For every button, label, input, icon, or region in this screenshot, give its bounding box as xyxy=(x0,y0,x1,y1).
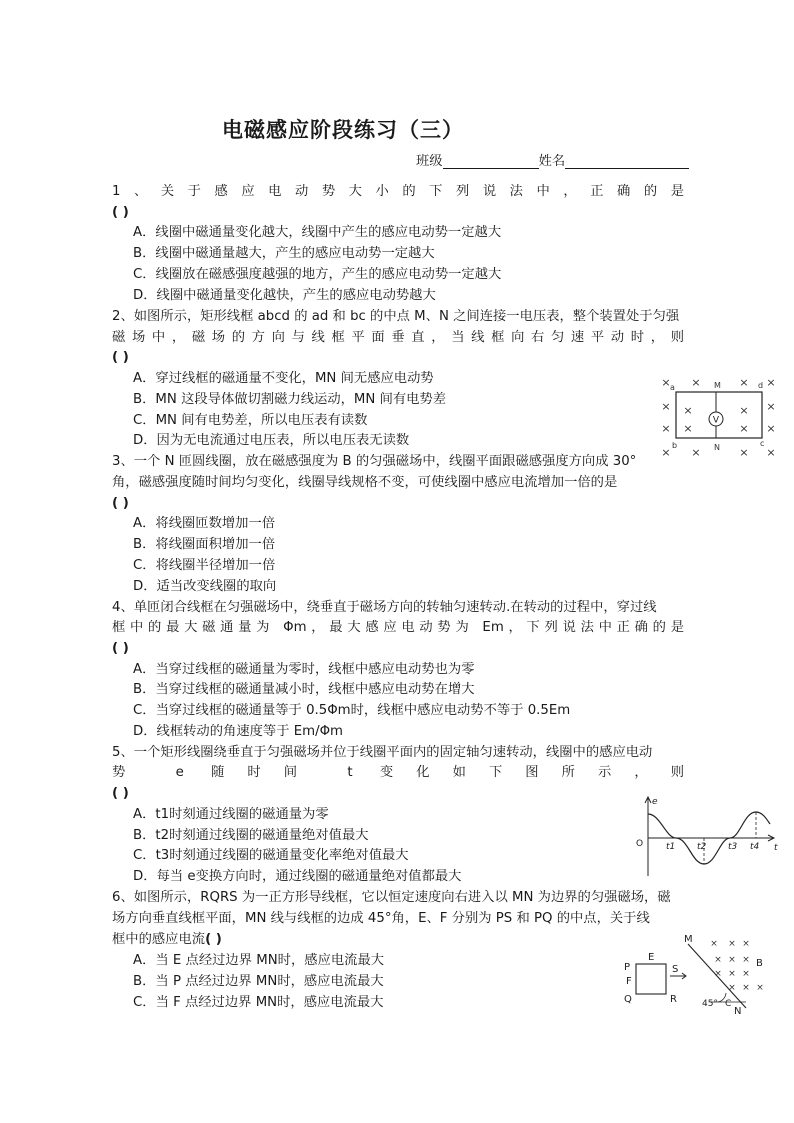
field-cross: × xyxy=(728,969,736,979)
page-title: 电磁感应阶段练习（三） xyxy=(222,118,464,142)
point-n: N xyxy=(714,443,720,452)
question-1-option-c: C．线圈放在磁感强度越强的地方，产生的感应电动势一定越大 xyxy=(133,267,502,282)
label-n: N xyxy=(734,1006,742,1016)
label-p: P xyxy=(624,962,631,973)
field-cross: × xyxy=(742,969,750,979)
field-cross: × xyxy=(714,969,722,979)
question-5-stem-line-2: 势 e 随时间 t 变化如下图所示，则 xyxy=(112,765,684,780)
question-4-option-b: B．当穿过线框的磁通量减小时，线框中感应电动势在增大 xyxy=(133,682,475,697)
class-name-line xyxy=(416,150,689,169)
question-3-stem-line-1: 3、一个 N 匝圆线圈，放在磁感强度为 B 的匀强磁场中，线圈平面跟磁感强度方向成 30° xyxy=(112,454,637,469)
corner-c: c xyxy=(760,439,765,448)
question-3-option-d: D．适当改变线圈的取向 xyxy=(133,579,277,594)
field-cross: × xyxy=(728,939,736,949)
field-cross: × xyxy=(661,446,671,458)
label-e: E xyxy=(648,952,655,963)
question-4-stem-line-1: 4、单匝闭合线框在匀强磁场中，绕垂直于磁场方向的转轴匀速转动.在转动的过程中，穿过线 xyxy=(112,600,657,615)
t3-label: t3 xyxy=(728,842,738,852)
question-6-option-b: B．当 P 点经过边界 MN时，感应电流最大 xyxy=(133,974,384,989)
question-6-figure xyxy=(614,932,774,1016)
question-1-option-a: A．线圈中磁通量变化越大，线圈中产生的感应电动势一定越大 xyxy=(133,225,502,240)
point-m: M xyxy=(714,381,721,390)
question-4-answer-paren: ( ) xyxy=(112,641,129,656)
field-cross: × xyxy=(714,955,722,965)
field-cross: × xyxy=(683,422,693,435)
question-5-stem-line-1: 5、一个矩形线圈绕垂直于匀强磁场并位于线圈平面内的固定轴匀速转动，线圈中的感应电动 xyxy=(112,745,653,760)
corner-a: a xyxy=(670,383,675,392)
question-1-option-b: B．线圈中磁通量越大，产生的感应电动势一定越大 xyxy=(133,246,435,261)
voltmeter-label: V xyxy=(712,415,720,426)
label-q: Q xyxy=(624,994,632,1005)
label-r: R xyxy=(670,994,677,1005)
question-3-option-c: C．将线圈半径增加一倍 xyxy=(133,558,276,573)
origin-label: O xyxy=(636,839,644,849)
question-2-figure xyxy=(656,372,784,458)
question-4-option-d: D．线框转动的角速度等于 Em/Φm xyxy=(133,724,343,739)
name-label: 姓名 xyxy=(538,154,566,169)
t2-label: t2 xyxy=(697,842,707,852)
question-2-answer-paren: ( ) xyxy=(112,350,129,365)
question-2-option-d: D．因为无电流通过电压表，所以电压表无读数 xyxy=(133,433,410,448)
class-blank[interactable] xyxy=(443,154,539,169)
question-1-answer-paren: ( ) xyxy=(112,205,129,220)
label-c: C xyxy=(725,999,732,1009)
question-4-stem-line-2: 框中的最大磁通量为 Φm，最大感应电动势为 Em，下列说法中正确的是 xyxy=(112,620,684,635)
question-4-option-c: C．当穿过线框的磁通量等于 0.5Φm时，线框中感应电动势不等于 0.5Em xyxy=(133,703,571,718)
question-5-option-c: C．t3时刻通过线圈的磁通量变化率绝对值最大 xyxy=(133,848,409,863)
field-cross: × xyxy=(766,446,776,458)
label-f: F xyxy=(626,976,632,987)
field-cross: × xyxy=(766,400,776,413)
field-cross: × xyxy=(691,376,701,389)
field-cross: × xyxy=(661,376,671,389)
class-label: 班级 xyxy=(416,154,443,169)
question-6-option-c: C．当 F 点经过边界 MN时，感应电流最大 xyxy=(133,995,384,1010)
question-6-stem-line-1: 6、如图所示，RQRS 为一正方形导线框，它以恒定速度向右进入以 MN 为边界的匀强磁场，磁 xyxy=(112,890,671,905)
field-cross: × xyxy=(739,422,749,435)
field-cross: × xyxy=(766,422,776,435)
question-2-option-b: B．MN 这段导体做切割磁力线运动，MN 间有电势差 xyxy=(133,392,447,407)
field-cross: × xyxy=(691,446,701,458)
field-cross: × xyxy=(661,400,671,413)
square-frame xyxy=(636,964,666,994)
question-5-answer-paren: ( ) xyxy=(112,786,129,801)
field-cross: × xyxy=(742,983,750,993)
label-m: M xyxy=(684,934,693,945)
e-axis-label: e xyxy=(652,797,658,807)
question-5-option-b: B．t2时刻通过线圈的磁通量绝对值最大 xyxy=(133,828,369,843)
question-5-option-d: D．每当 e变换方向时，通过线圈的磁通量绝对值都最大 xyxy=(133,869,462,884)
question-1-option-d: D．线圈中磁通量变化越快，产生的感应电动势越大 xyxy=(133,288,436,303)
question-6-option-a: A．当 E 点经过边界 MN时，感应电流最大 xyxy=(133,953,385,968)
t-axis-label: t xyxy=(774,843,778,853)
question-6-stem-line-2: 场方向垂直线框平面，MN 线与线框的边成 45°角，E、F 分别为 PS 和 PQ 的中点，关于线 xyxy=(112,911,650,926)
label-s: S xyxy=(672,964,679,975)
question-1-stem-line-1: 1、关于感应电动势大小的下列说法中，正确的是 xyxy=(112,184,684,199)
field-cross: × xyxy=(739,376,749,389)
t4-label: t4 xyxy=(750,842,760,852)
t1-label: t1 xyxy=(666,842,676,852)
field-cross: × xyxy=(661,422,671,435)
question-3-answer-paren: ( ) xyxy=(112,496,129,511)
name-blank[interactable] xyxy=(565,154,689,169)
question-2-stem-line-1: 2、如图所示，矩形线框 abcd 的 ad 和 bc 的中点 M、N 之间连接一电压表，整个装置处于匀强 xyxy=(112,309,680,324)
question-3-option-b: B．将线圈面积增加一倍 xyxy=(133,537,276,552)
question-3-option-a: A．将线圈匝数增加一倍 xyxy=(133,516,276,531)
question-4-option-a: A．当穿过线框的磁通量为零时，线框中感应电动势也为零 xyxy=(133,662,475,677)
field-cross: × xyxy=(710,939,718,949)
label-angle: 45° xyxy=(702,999,718,1009)
corner-b: b xyxy=(672,441,678,450)
question-5-figure xyxy=(630,792,780,878)
field-cross: × xyxy=(742,939,750,949)
question-2-stem-line-2: 磁场中，磁场的方向与线框平面垂直，当线框向右匀速平动时，则 xyxy=(112,330,684,345)
corner-d: d xyxy=(758,381,764,390)
field-cross: × xyxy=(742,955,750,965)
question-2-option-c: C．MN 间有电势差，所以电压表有读数 xyxy=(133,413,368,428)
field-cross: × xyxy=(739,404,749,417)
question-6-stem-line-3: 框中的感应电流( ) xyxy=(112,932,222,947)
field-cross: × xyxy=(728,983,736,993)
label-b: B xyxy=(756,958,763,969)
question-3-stem-line-2: 角，磁感强度随时间均匀变化，线圈导线规格不变，可使线圈中感应电流增加一倍的是 xyxy=(112,475,618,490)
field-cross: × xyxy=(728,955,736,965)
question-5-option-a: A．t1时刻通过线圈的磁通量为零 xyxy=(133,807,329,822)
field-cross: × xyxy=(756,983,764,993)
field-cross: × xyxy=(739,446,749,458)
field-cross: × xyxy=(683,404,693,417)
question-2-option-a: A．穿过线框的磁通量不变化，MN 间无感应电动势 xyxy=(133,371,434,386)
field-cross: × xyxy=(766,376,776,389)
